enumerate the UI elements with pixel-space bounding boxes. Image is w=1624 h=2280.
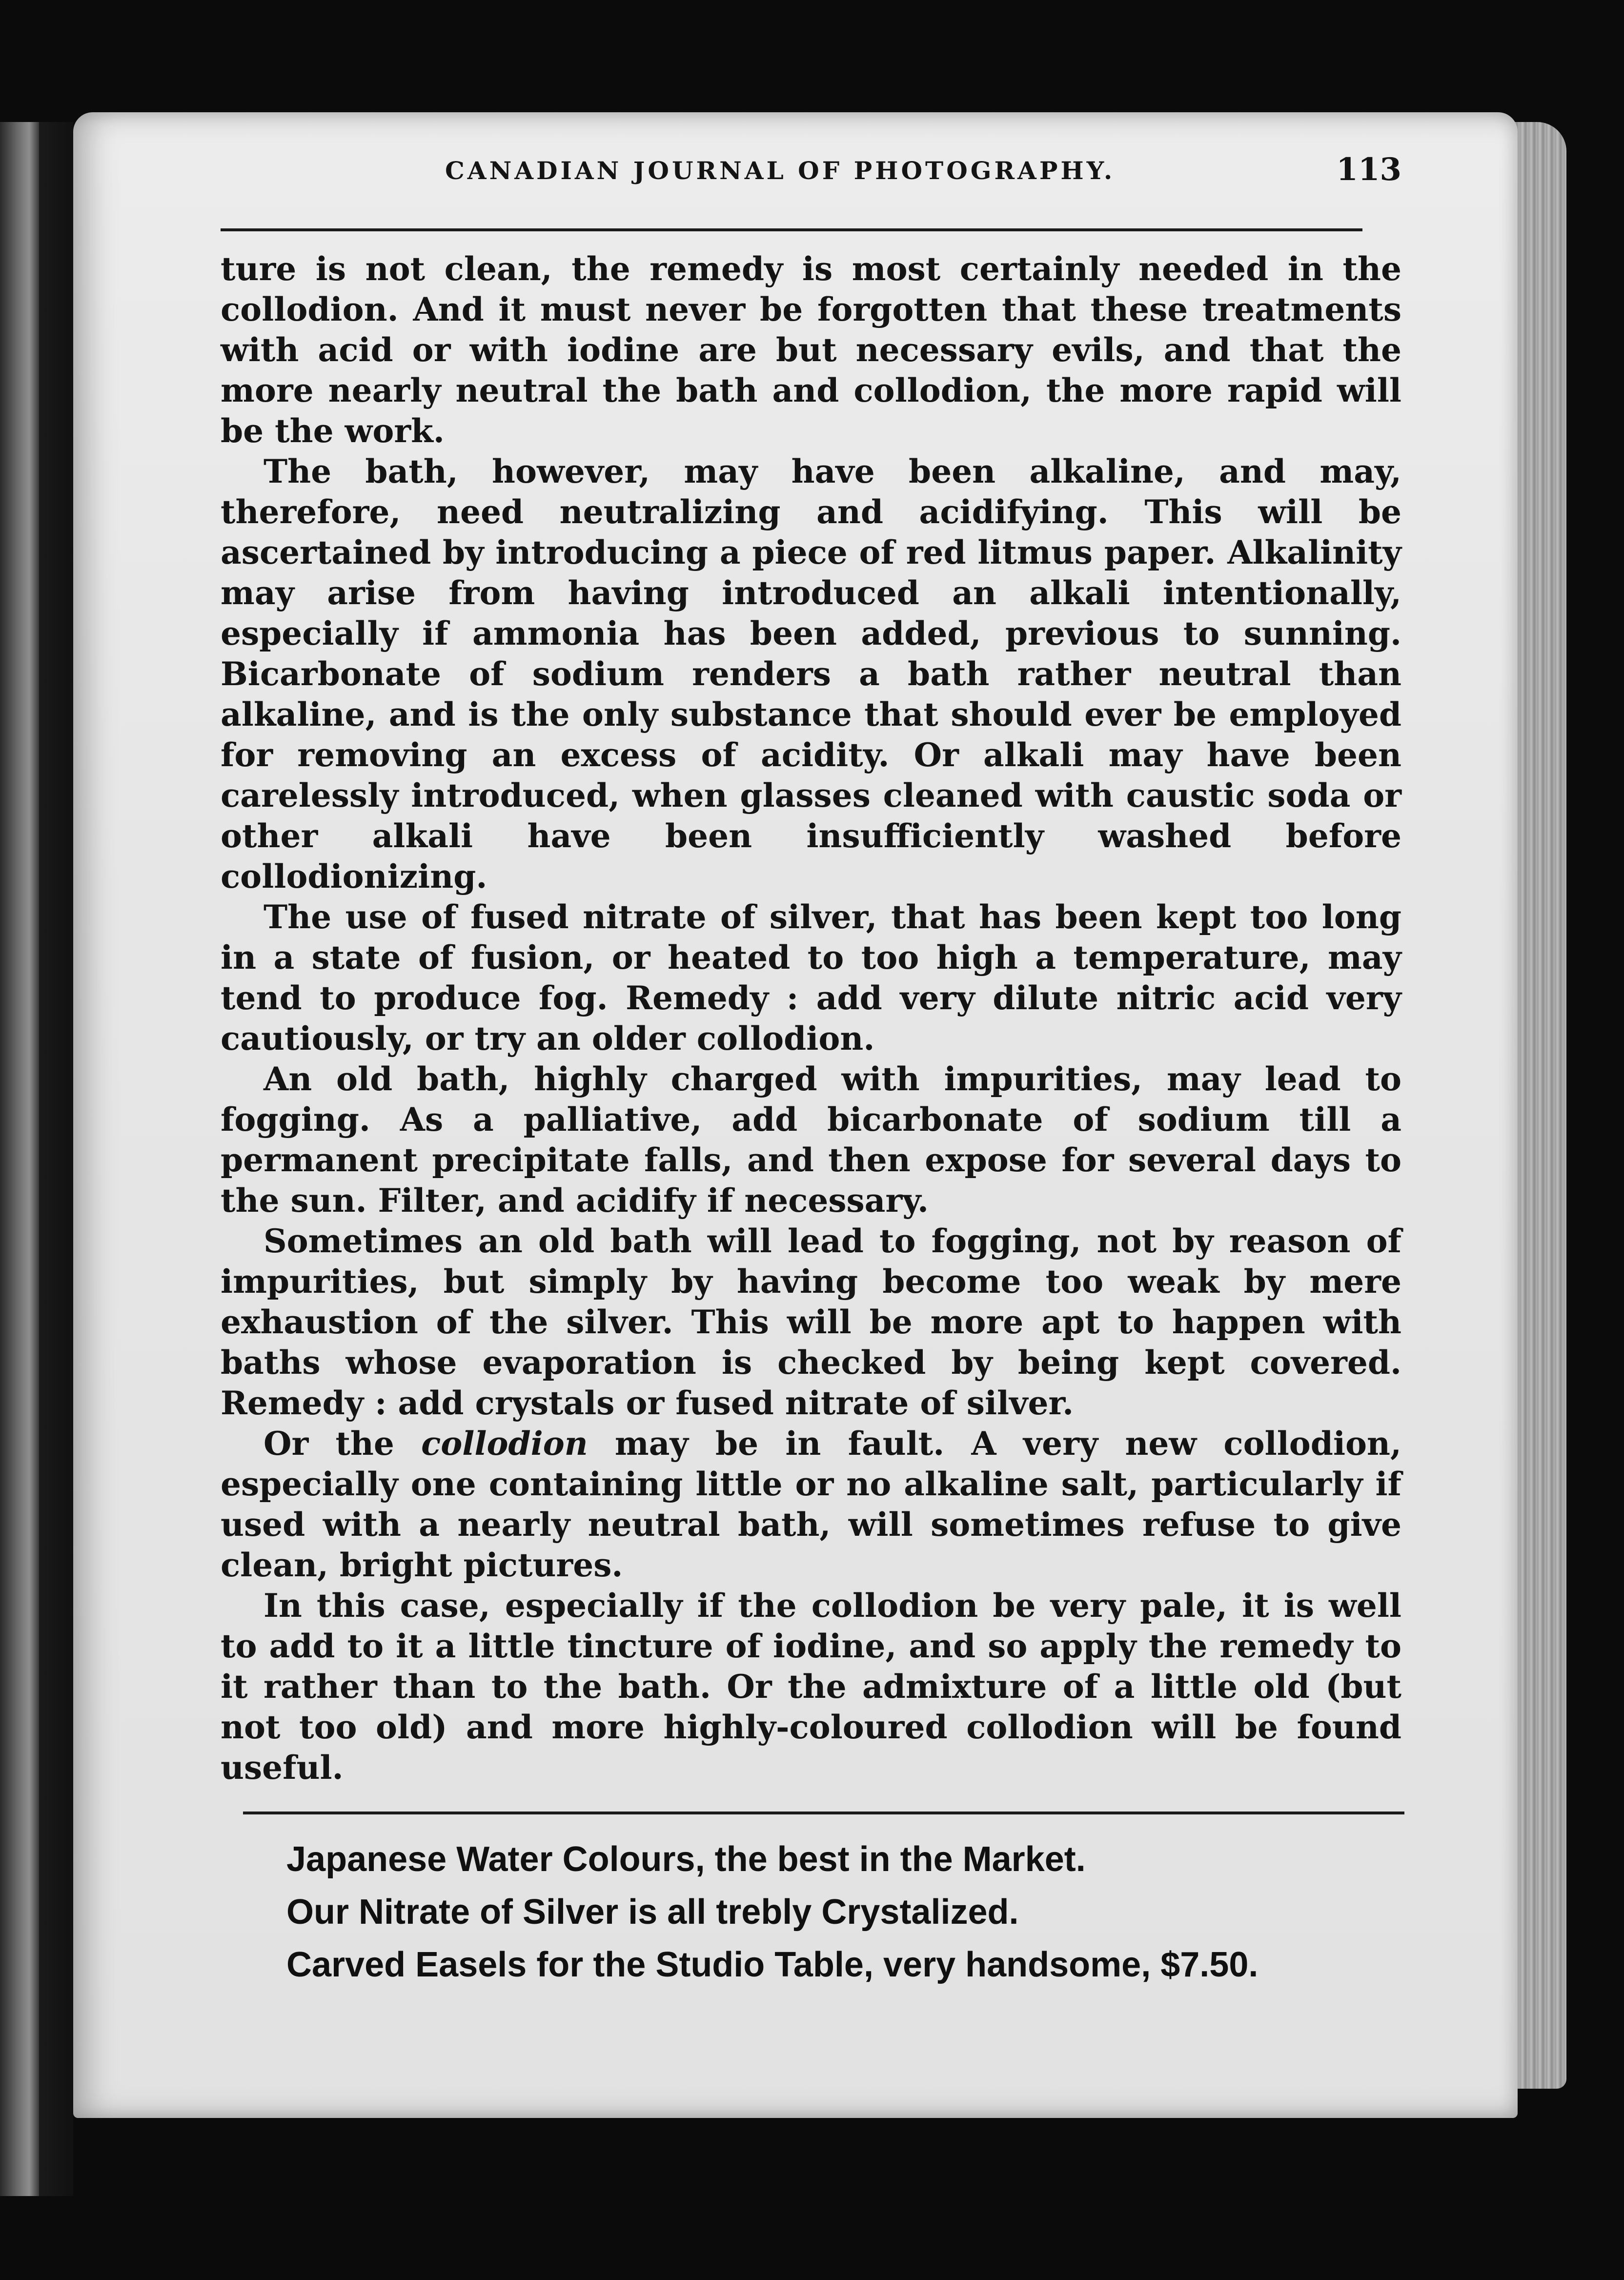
article-body (221, 249, 1401, 1788)
advertisement-line-2: Our Nitrate of Silver is all trebly Crystalized. (286, 1893, 1019, 1932)
paragraph-4: An old bath, highly charged with impurities, may lead to fogging. As a palliative, add bicarbonate of sodium till a permanent precipitate falls, and then expose for several days to the sun. Filter, and acidify if necessary. (221, 1060, 1401, 1220)
paragraph-6-rest: may be in fault. A very new collodion, especially one containing little or no alkaline salt, particularly if used with a nearly neutral bath, will sometimes refuse to give clean, bright pictures. (221, 1425, 1402, 1584)
paragraph-6-italic: collodion (421, 1425, 588, 1463)
paragraph-3: The use of fused nitrate of silver, that has been kept too long in a state of fusion, or heated to too high a temperature, may tend to produce fog. Remedy : add very dilute nitric acid very cautiously, or try an older collodion. (221, 898, 1401, 1058)
book-spine (39, 122, 73, 2196)
running-head (221, 151, 1401, 215)
paragraph-1: ture is not clean, the remedy is most certainly needed in the collodion. And it must never be forgotten that these treatments with acid or with iodine are but necessary evils, and that the more nearly neutral the bath and collodion, the more rapid will be the work. (221, 250, 1401, 450)
page-number: 113 (1336, 151, 1401, 188)
advertisement-rule (243, 1812, 1404, 1814)
paragraph-6-start: Or the (264, 1425, 422, 1463)
paragraph-2: The bath, however, may have been alkaline, and may, therefore, need neutralizing and acidifying. This will be ascertained by introducing a piece of red litmus paper. Alkalinity may arise from having introduced an alkali intentionally, especially if ammonia has been added, previous to sunning. Bicarbonate of sodium renders a bath rather neutral than alkaline, and is the only substance that should ever be employed for removing an excess of acidity. Or alkali may have been carelessly introduced, when glasses cleaned with caustic soda or other alkali have been insufficiently washed before collodionizing. (221, 452, 1401, 896)
journal-title: CANADIAN JOURNAL OF PHOTOGRAPHY. (445, 156, 1116, 185)
advertisement-line-3: Carved Easels for the Studio Table, very handsome, $7.50. (286, 1945, 1259, 1984)
left-page-edge (0, 122, 39, 2196)
paragraph-7: In this case, especially if the collodion be very pale, it is well to add to it a little tincture of iodine, and so apply the remedy to it rather than to the bath. Or the admixture of a little old (but not too old) and more highly-coloured collodion will be found useful. (221, 1587, 1401, 1787)
advertisement-line-1: Japanese Water Colours, the best in the Market. (286, 1840, 1086, 1879)
advertisements (286, 1833, 1401, 1991)
paragraph-6 (221, 1424, 1401, 1586)
header-rule (221, 228, 1362, 231)
page-content (221, 151, 1402, 1991)
paragraph-5: Sometimes an old bath will lead to fogging, not by reason of impurities, but simply by having become too weak by mere exhaustion of the silver. This will be more apt to happen with baths whose evaporation is checked by being kept covered. Remedy : add crystals or fused nitrate of silver. (221, 1222, 1401, 1422)
